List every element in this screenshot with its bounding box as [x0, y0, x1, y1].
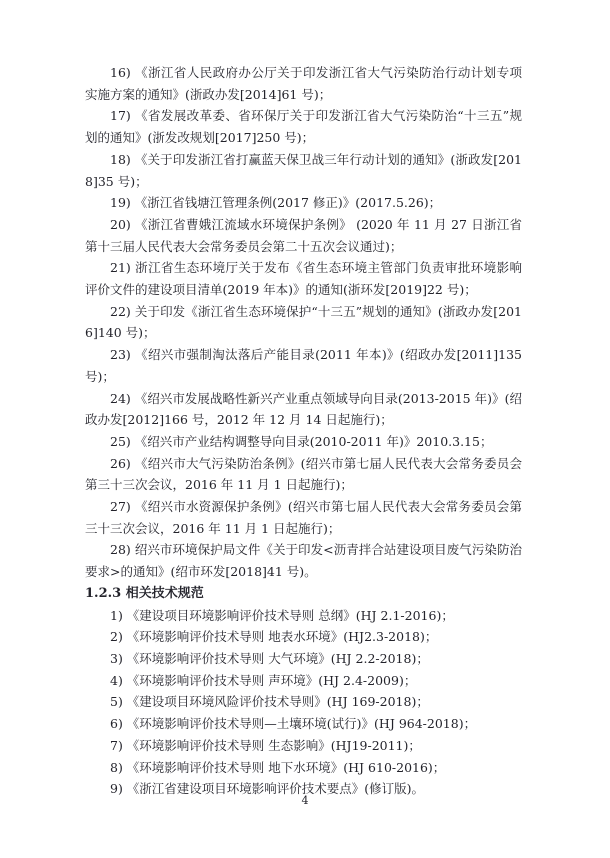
technical-spec-item: 3) 《环境影响评价技术导则 大气环境》(HJ 2.2-2018)；: [110, 650, 429, 666]
technical-spec-item: 6) 《环境影响评价技术导则—土壤环境(试行)》(HJ 964-2018)；: [110, 716, 477, 732]
page-number: 4: [301, 794, 309, 807]
regulation-item: 26) 《绍兴市大气污染防治条例》(绍兴市第七届人民代表大会常务委员会第三十三次会议，2016 年 11 月 1 日起施行)；: [85, 455, 522, 493]
regulation-item: 28) 绍兴市环境保护局文件《关于印发<沥青拌合站建设项目废气污染防治要求>的通知》(绍市环发[2018]41 号)。: [85, 542, 522, 580]
technical-specs-list: [85, 605, 522, 800]
regulation-list: [85, 62, 522, 583]
regulation-item: 27) 《绍兴市水资源保护条例》(绍兴市第七届人民代表大会常务委员会第三十三次会议，2016 年 11 月 1 日起施行)；: [85, 499, 522, 536]
regulation-item: 22) 关于印发《浙江省生态环境保护“十三五”规划的通知》(浙政办发[2016]140 号)；: [85, 303, 522, 341]
regulation-item: 17) 《省发展改革委、省环保厅关于印发浙江省大气污染防治“十三五”规划的通知》(浙发改规划[2017]250 号)；: [85, 108, 522, 146]
technical-spec-item: 8) 《环境影响评价技术导则 地下水环境》(HJ 610-2016)；: [110, 759, 446, 775]
technical-spec-item: 9) 《浙江省建设项目环境影响评价技术要点》(修订版)。: [110, 781, 425, 797]
technical-spec-item: 7) 《环境影响评价技术导则 生态影响》(HJ19-2011)；: [110, 737, 421, 753]
regulation-item: 21) 浙江省生态环境厅关于发布《省生态环境主管部门负责审批环境影响评价文件的建设项目清单(2019 年本)》的通知(浙环发[2019]22 号)；: [85, 260, 522, 298]
regulation-item: 16) 《浙江省人民政府办公厅关于印发浙江省大气污染防治行动计划专项实施方案的通知》(浙政办发[2014]61 号)；: [85, 65, 522, 102]
regulation-item: 20) 《浙江省曹娥江流域水环境保护条例》 (2020 年 11 月 27 日浙江省第十三届人民代表大会常务委员会第二十五次会议通过)；: [85, 216, 522, 254]
regulation-item: 23) 《绍兴市强制淘汰落后产能目录(2011 年本)》(绍政办发[2011]135 号)；: [85, 347, 522, 384]
section-heading-1-2-3: 1.2.3 相关技术规范: [85, 585, 204, 601]
technical-spec-item: 1) 《建设项目环境影响评价技术导则 总纲》(HJ 2.1-2016)；: [110, 607, 454, 623]
technical-spec-item: 4) 《环境影响评价技术导则 声环境》(HJ 2.4-2009)；: [110, 672, 417, 688]
technical-spec-item: 2) 《环境影响评价技术导则 地表水环境》(HJ2.3-2018)；: [110, 629, 438, 645]
technical-spec-item: 5) 《建设项目环境风险评价技术导则》(HJ 169-2018)；: [110, 694, 429, 710]
regulation-item: 25) 《绍兴市产业结构调整导向目录(2010-2011 年)》2010.3.15；: [110, 433, 493, 449]
regulation-item: 19) 《浙江省钱塘江管理条例(2017 修正)》(2017.5.26)；: [110, 195, 442, 211]
page-content: [85, 62, 522, 800]
regulation-item: 18) 《关于印发浙江省打赢蓝天保卫战三年行动计划的通知》(浙政发[2018]35 号)；: [85, 151, 522, 189]
regulation-item: 24) 《绍兴市发展战略性新兴产业重点领域导向目录(2013-2015 年)》(绍政办发[2012]166 号，2012 年 12 月 14 日起施行)；: [85, 390, 522, 428]
